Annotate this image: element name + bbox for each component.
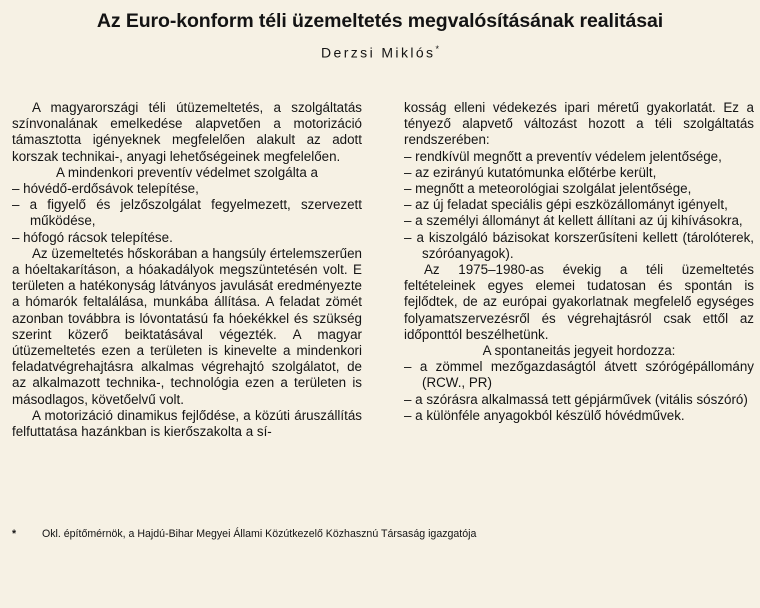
list-item: – hóvédő-erdősávok telepítése, xyxy=(12,181,199,197)
list-item: – az új feladat speciális gépi eszközállományt igényelt, xyxy=(404,197,728,213)
article-title: Az Euro-konform téli üzemeltetés megvalósításának realitásai xyxy=(96,10,664,32)
list-item: – megnőtt a meteorológiai szolgálat jelentősége, xyxy=(404,181,692,197)
footnote xyxy=(12,528,752,541)
paragraph-continuation: kosság elleni védekezés ipari méretű gyakorlatát. Ez a tényező alapvető változást hozott a téli szolgáltatás rendszerében: xyxy=(404,100,754,148)
list-item: – a zömmel mezőgazdaságtól átvett szórógépállomány (RCW., PR) xyxy=(404,359,754,391)
author-footnote-mark: * xyxy=(435,44,439,54)
list-item: – a figyelő és jelzőszolgálat fegyelmezett, szervezett működése, xyxy=(12,197,362,229)
paragraph: Az 1975–1980-as évekig a téli üzemeltetés feltételeinek egyes elemei tudatosan és spontán is fejlődtek, de az európai gyakorlatnak megfelelő egységes folyamatszervezésről és végrehajtásról csak ettől az időponttól beszélhetünk. xyxy=(404,262,754,342)
list-item: – a szórásra alkalmassá tett gépjárművek (vitális sószóró) xyxy=(404,391,748,407)
list-item: – a különféle anyagokból készülő hóvédművek. xyxy=(404,407,685,423)
paragraph: A magyarországi téli útüzemeltetés, a szolgáltatás színvonalának emelkedése alapvetően a motorizáció támasztotta igényeknek megfelelően alakult az adott korszak technikai-, anyagi lehetőségeinek megfelelően. xyxy=(12,100,362,164)
list-item: – az ezirányú kutatómunka előtérbe került, xyxy=(404,164,657,180)
right-column xyxy=(404,100,754,424)
footnote-mark: * xyxy=(12,528,17,540)
author-line xyxy=(0,44,760,61)
list-item: – hófogó rácsok telepítése. xyxy=(12,229,173,245)
left-column xyxy=(12,100,362,440)
list-item: – a kiszolgáló bázisokat korszerűsíteni kellett (tárolóterek, szóróanyagok). xyxy=(404,229,754,261)
author-name: Derzsi Miklós xyxy=(321,44,436,61)
lead-in-line: A spontaneitás jegyeit hordozza: xyxy=(482,343,676,359)
footnote-text: Okl. építőmérnök, a Hajdú-Bihar Megyei Állami Közútkezelő Közhasznú Társaság igazgatója xyxy=(42,528,477,540)
paragraph: A motorizáció dinamikus fejlődése, a közúti áruszállítás felfuttatása hazánkban is kierőszakolta a sí- xyxy=(12,407,362,440)
lead-in-line: A mindenkori preventív védelmet szolgálta a xyxy=(56,164,318,180)
list-item: – a személyi állományt át kellett állítani az új kihívásokra, xyxy=(404,213,743,229)
list-item: – rendkívül megnőtt a preventív védelem jelentősége, xyxy=(404,148,722,164)
paragraph: Az üzemeltetés hőskorában a hangsúly értelemszerűen a hóeltakarításon, a hóakadályok megszüntetésén volt. E területen a hatékonyság látványos javulását eredményezte a hómarók feltalálása, munkába állítása. A feladat zömét azonban továbbra is lóvontatású fa hóekékkel és szükség szerint közerő beiktatásával végezték. A magyar útüzemeltetés ezen a területen is kinevelte a mindenkori feladatvégrehajtásra alkalmas végrehajtó szolgálatot, de az alkalmazott technika-, technológia ezen a területen is másodlagos, követőelvű volt. xyxy=(12,245,362,407)
